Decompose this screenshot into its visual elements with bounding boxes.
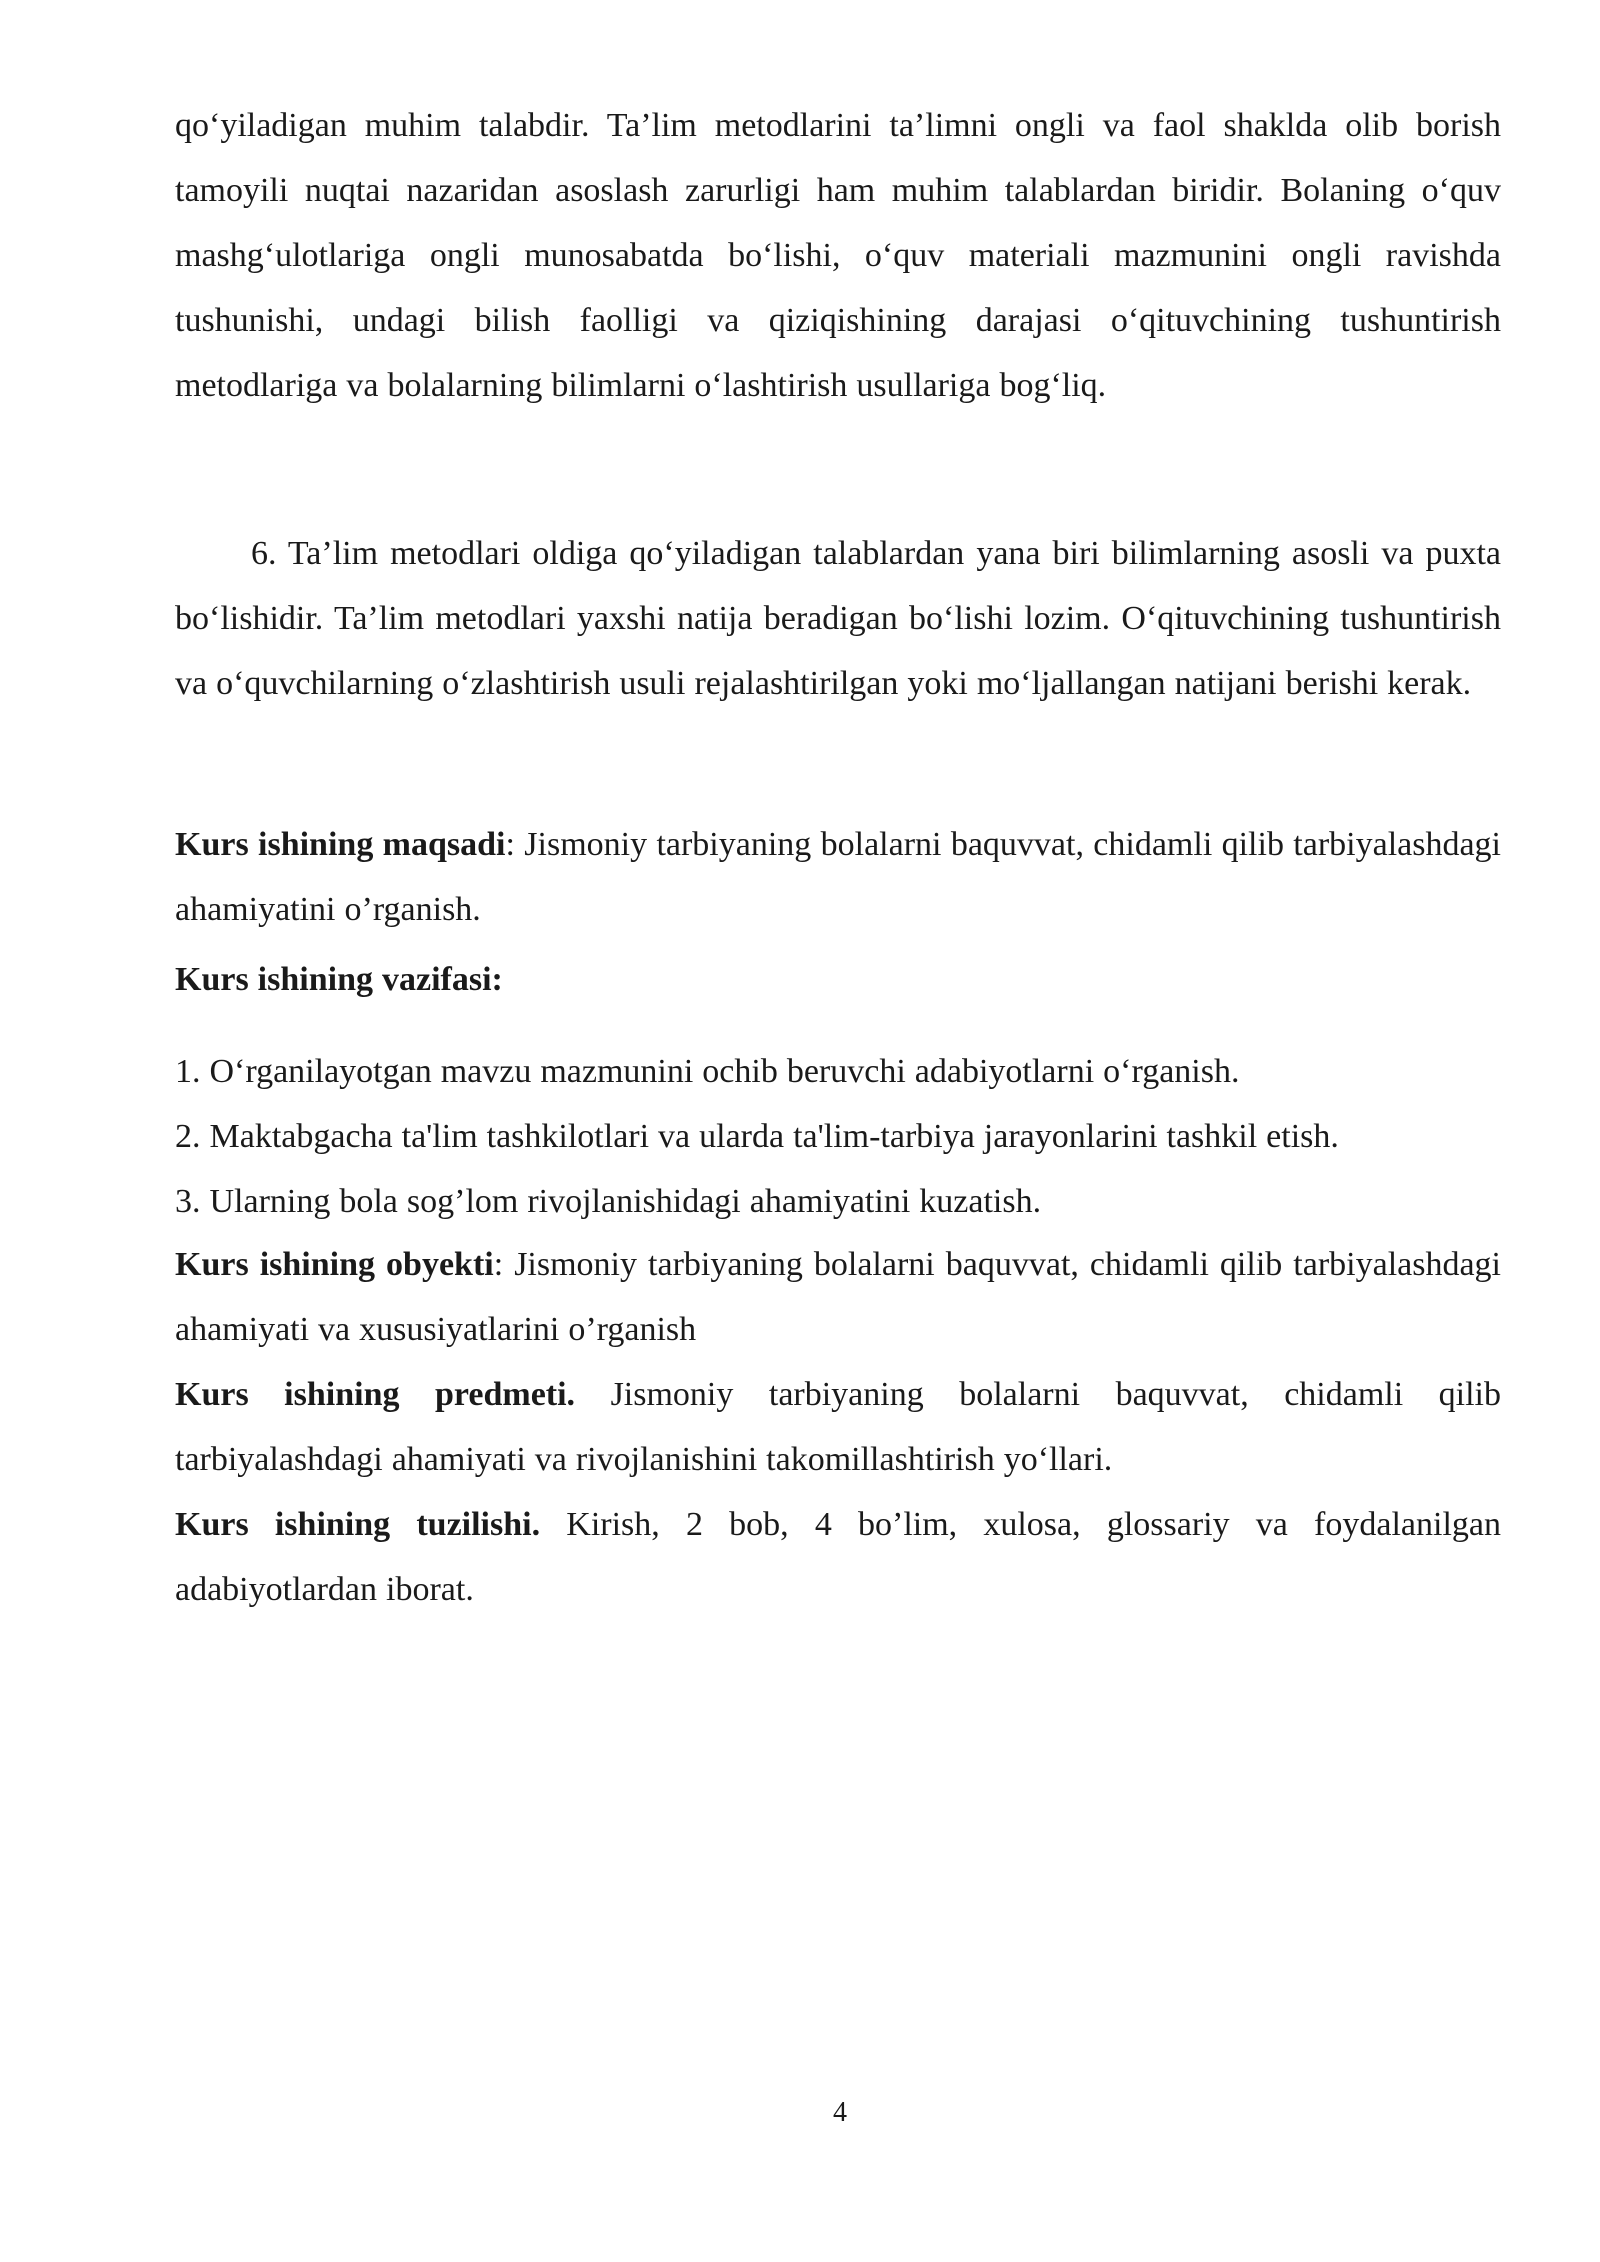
page-number: 4 bbox=[833, 2097, 847, 2128]
list-item: 1. O‘rganilayotgan mavzu mazmunini ochib beruvchi adabiyotlarni o‘rganish. bbox=[175, 1053, 1240, 1090]
course-goal-paragraph bbox=[175, 812, 1501, 942]
paragraph-continued: qo‘yiladigan muhim talabdir. Ta’lim metodlarini ta’limni ongli va faol shaklda olib borish tamoyili nuqtai nazaridan asoslash zarurligi ham muhim talablardan biridir. Bolaning o‘quv mashg‘ulotlariga ongli munosabatda bo‘lishi, o‘quv materiali mazmunini ongli ravishda tushunishi, undagi bilish faolligi va qiziqishining darajasi o‘qituvchining tushuntirish metodlariga va bolalarning bilimlarni o‘lashtirish usullariga bog‘liq. bbox=[175, 107, 1501, 404]
list-item: 2. Maktabgacha ta'lim tashkilotlari va ularda ta'lim-tarbiya jarayonlarini tashkil etish. bbox=[175, 1118, 1339, 1155]
course-subject-label: Kurs ishining predmeti. bbox=[175, 1376, 576, 1413]
course-object-paragraph bbox=[175, 1232, 1501, 1362]
course-structure-label: Kurs ishining tuzilishi. bbox=[175, 1506, 541, 1543]
course-subject-paragraph bbox=[175, 1362, 1501, 1492]
course-tasks-list bbox=[175, 1039, 1501, 1234]
course-subject-text: Jismoniy tarbiyaning bolalarni baquvvat, chidamli qilib tarbiyalashdagi ahamiyati va rivojlanishini takomillashtirish yo‘llari. bbox=[175, 1376, 1502, 1478]
course-structure-paragraph bbox=[175, 1492, 1501, 1622]
list-item: 3. Ularning bola sog’lom rivojlanishidagi ahamiyatini kuzatish. bbox=[175, 1183, 1042, 1220]
course-goal-label: Kurs ishining maqsadi bbox=[175, 826, 506, 863]
course-structure-text: Kirish, 2 bob, 4 bo’lim, xulosa, glossariy va foydalanilgan adabiyotlardan iborat. bbox=[175, 1506, 1501, 1608]
course-object-label: Kurs ishining obyekti bbox=[175, 1246, 494, 1283]
course-tasks-heading: Kurs ishining vazifasi: bbox=[175, 961, 503, 998]
paragraph-requirement-6: 6. Ta’lim metodlari oldiga qo‘yiladigan talablardan yana biri bilimlarning asosli va puxta bo‘lishidir. Ta’lim metodlari yaxshi natija beradigan bo‘lishi lozim. O‘qituvchining tushuntirish va o‘quvchilarning o‘zlashtirish usuli rejalashtirilgan yoki mo‘ljallangan natijani berishi kerak. bbox=[175, 535, 1501, 702]
course-object-text: : Jismoniy tarbiyaning bolalarni baquvvat, chidamli qilib tarbiyalashdagi ahamiyati va xususiyatlarini o’rganish bbox=[175, 1246, 1501, 1348]
course-goal-text: : Jismoniy tarbiyaning bolalarni baquvvat, chidamli qilib tarbiyalashdagi ahamiyatini o’rganish. bbox=[175, 826, 1501, 928]
